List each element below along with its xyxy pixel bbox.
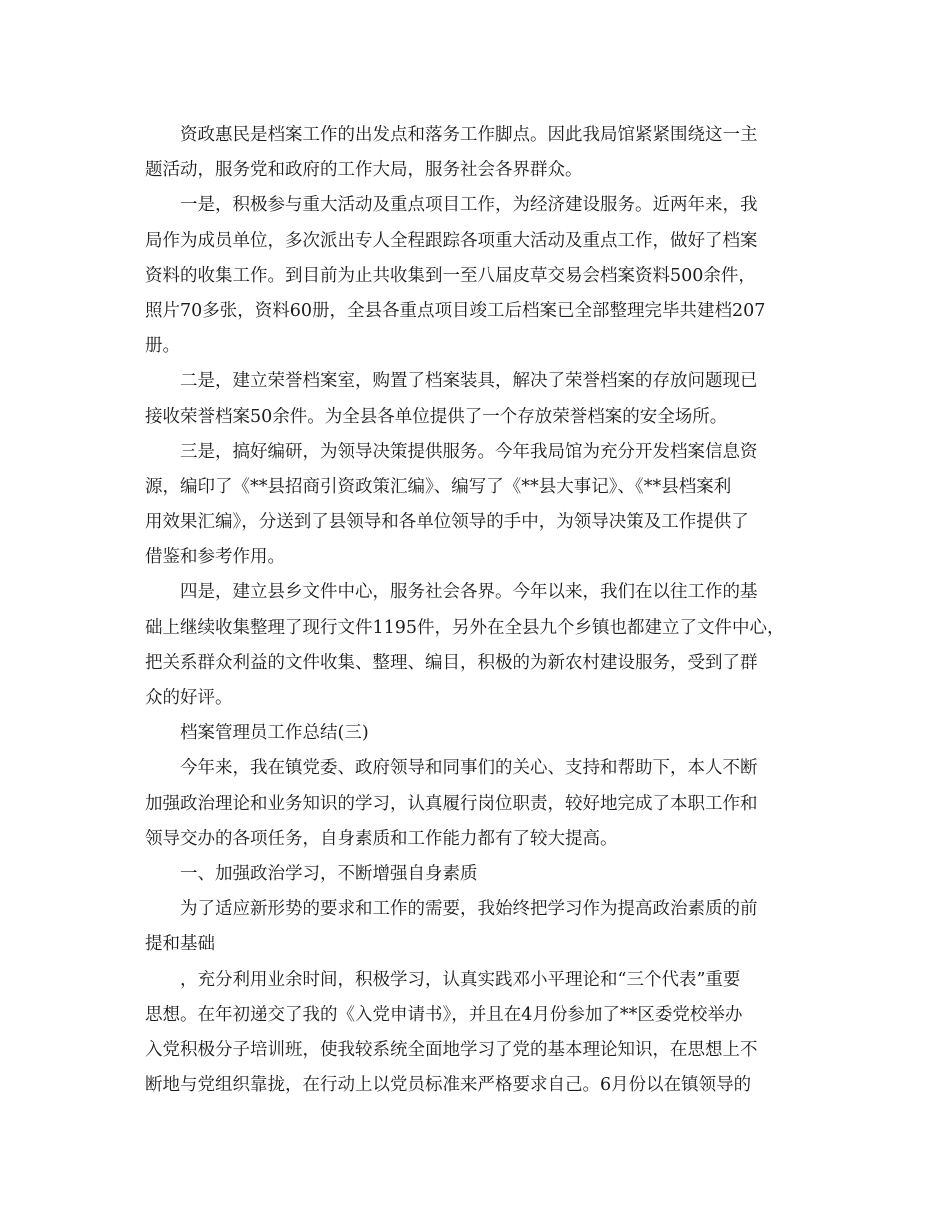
text-line: 众的好评。 (145, 688, 233, 708)
text-line: 一是，积极参与重大活动及重点项目工作，为经济建设服务。近两年来，我 (180, 195, 758, 216)
text-line: ，充分利用业余时间，积极学习，认真实践邓小平理论和“三个代表”重要 (180, 969, 741, 990)
text-line: 断地与党组织靠拢，在行动上以党员标准来严格要求自己。6月份以在镇领导的 (145, 1075, 752, 1096)
text-line: 思想。在年初递交了我的《入党申请书》，并且在4月份参加了**区委党校举办 (145, 1004, 743, 1025)
text-line: 题活动，服务党和政府的工作大局，服务社会各界群众。 (145, 160, 583, 181)
text-line: 把关系群众利益的文件收集、整理、编目，积极的为新农村建设服务，受到了群 (145, 652, 758, 673)
text-line: 借鉴和参考作用。 (145, 547, 285, 568)
text-line: 局作为成员单位，多次派出专人全程跟踪各项重大活动及重点工作，做好了档案 (145, 230, 758, 251)
text-line: 照片70多张，资料60册，全县各重点项目竣工后档案已全部整理完毕共建档207 (145, 300, 766, 321)
text-line: 础上继续收集整理了现行文件1195件，另外在全县九个乡镇也都建立了文件中心， (145, 617, 785, 638)
text-line: 四是，建立县乡文件中心，服务社会各界。今年以来，我们在以往工作的基 (180, 582, 758, 603)
text-line: 领导交办的各项任务，自身素质和工作能力都有了较大提高。 (145, 828, 618, 849)
text-line: 今年来，我在镇党委、政府领导和同事们的关心、支持和帮助下，本人不断 (180, 758, 758, 779)
document-body (145, 118, 813, 1103)
text-line: 为了适应新形势的要求和工作的需要，我始终把学习作为提高政治素质的前 (180, 899, 758, 920)
text-line: 入党积极分子培训班，使我较系统全面地学习了党的基本理论知识，在思想上不 (145, 1039, 758, 1060)
text-line: 二是，建立荣誉档案室，购置了档案装具，解决了荣誉档案的存放问题现已 (180, 371, 758, 392)
text-line: 源，编印了《**县招商引资政策汇编》、编写了《**县大事记》、《**县档案利 (145, 476, 732, 497)
text-line: 三是，搞好编研，为领导决策提供服务。今年我局馆为充分开发档案信息资 (180, 441, 758, 462)
text-line: 资料的收集工作。到目前为止共收集到一至八届皮草交易会档案资料500余件， (145, 265, 756, 286)
text-line: 接收荣誉档案50余件。为全县各单位提供了一个存放荣誉档案的安全场所。 (145, 406, 728, 427)
text-line: 档案管理员工作总结(三) (180, 723, 369, 744)
text-line: 资政惠民是档案工作的出发点和落务工作脚点。因此我局馆紧紧围绕这一主 (180, 125, 758, 145)
text-line: 加强政治理论和业务知识的学习，认真履行岗位职责，较好地完成了本职工作和 (145, 793, 758, 814)
text-line: 用效果汇编》，分送到了县领导和各单位领导的手中，为领导决策及工作提供了 (145, 512, 749, 533)
text-line: 一、加强政治学习，不断增强自身素质 (180, 863, 478, 884)
text-line: 提和基础 (145, 934, 215, 955)
text-line: 册。 (145, 336, 180, 357)
